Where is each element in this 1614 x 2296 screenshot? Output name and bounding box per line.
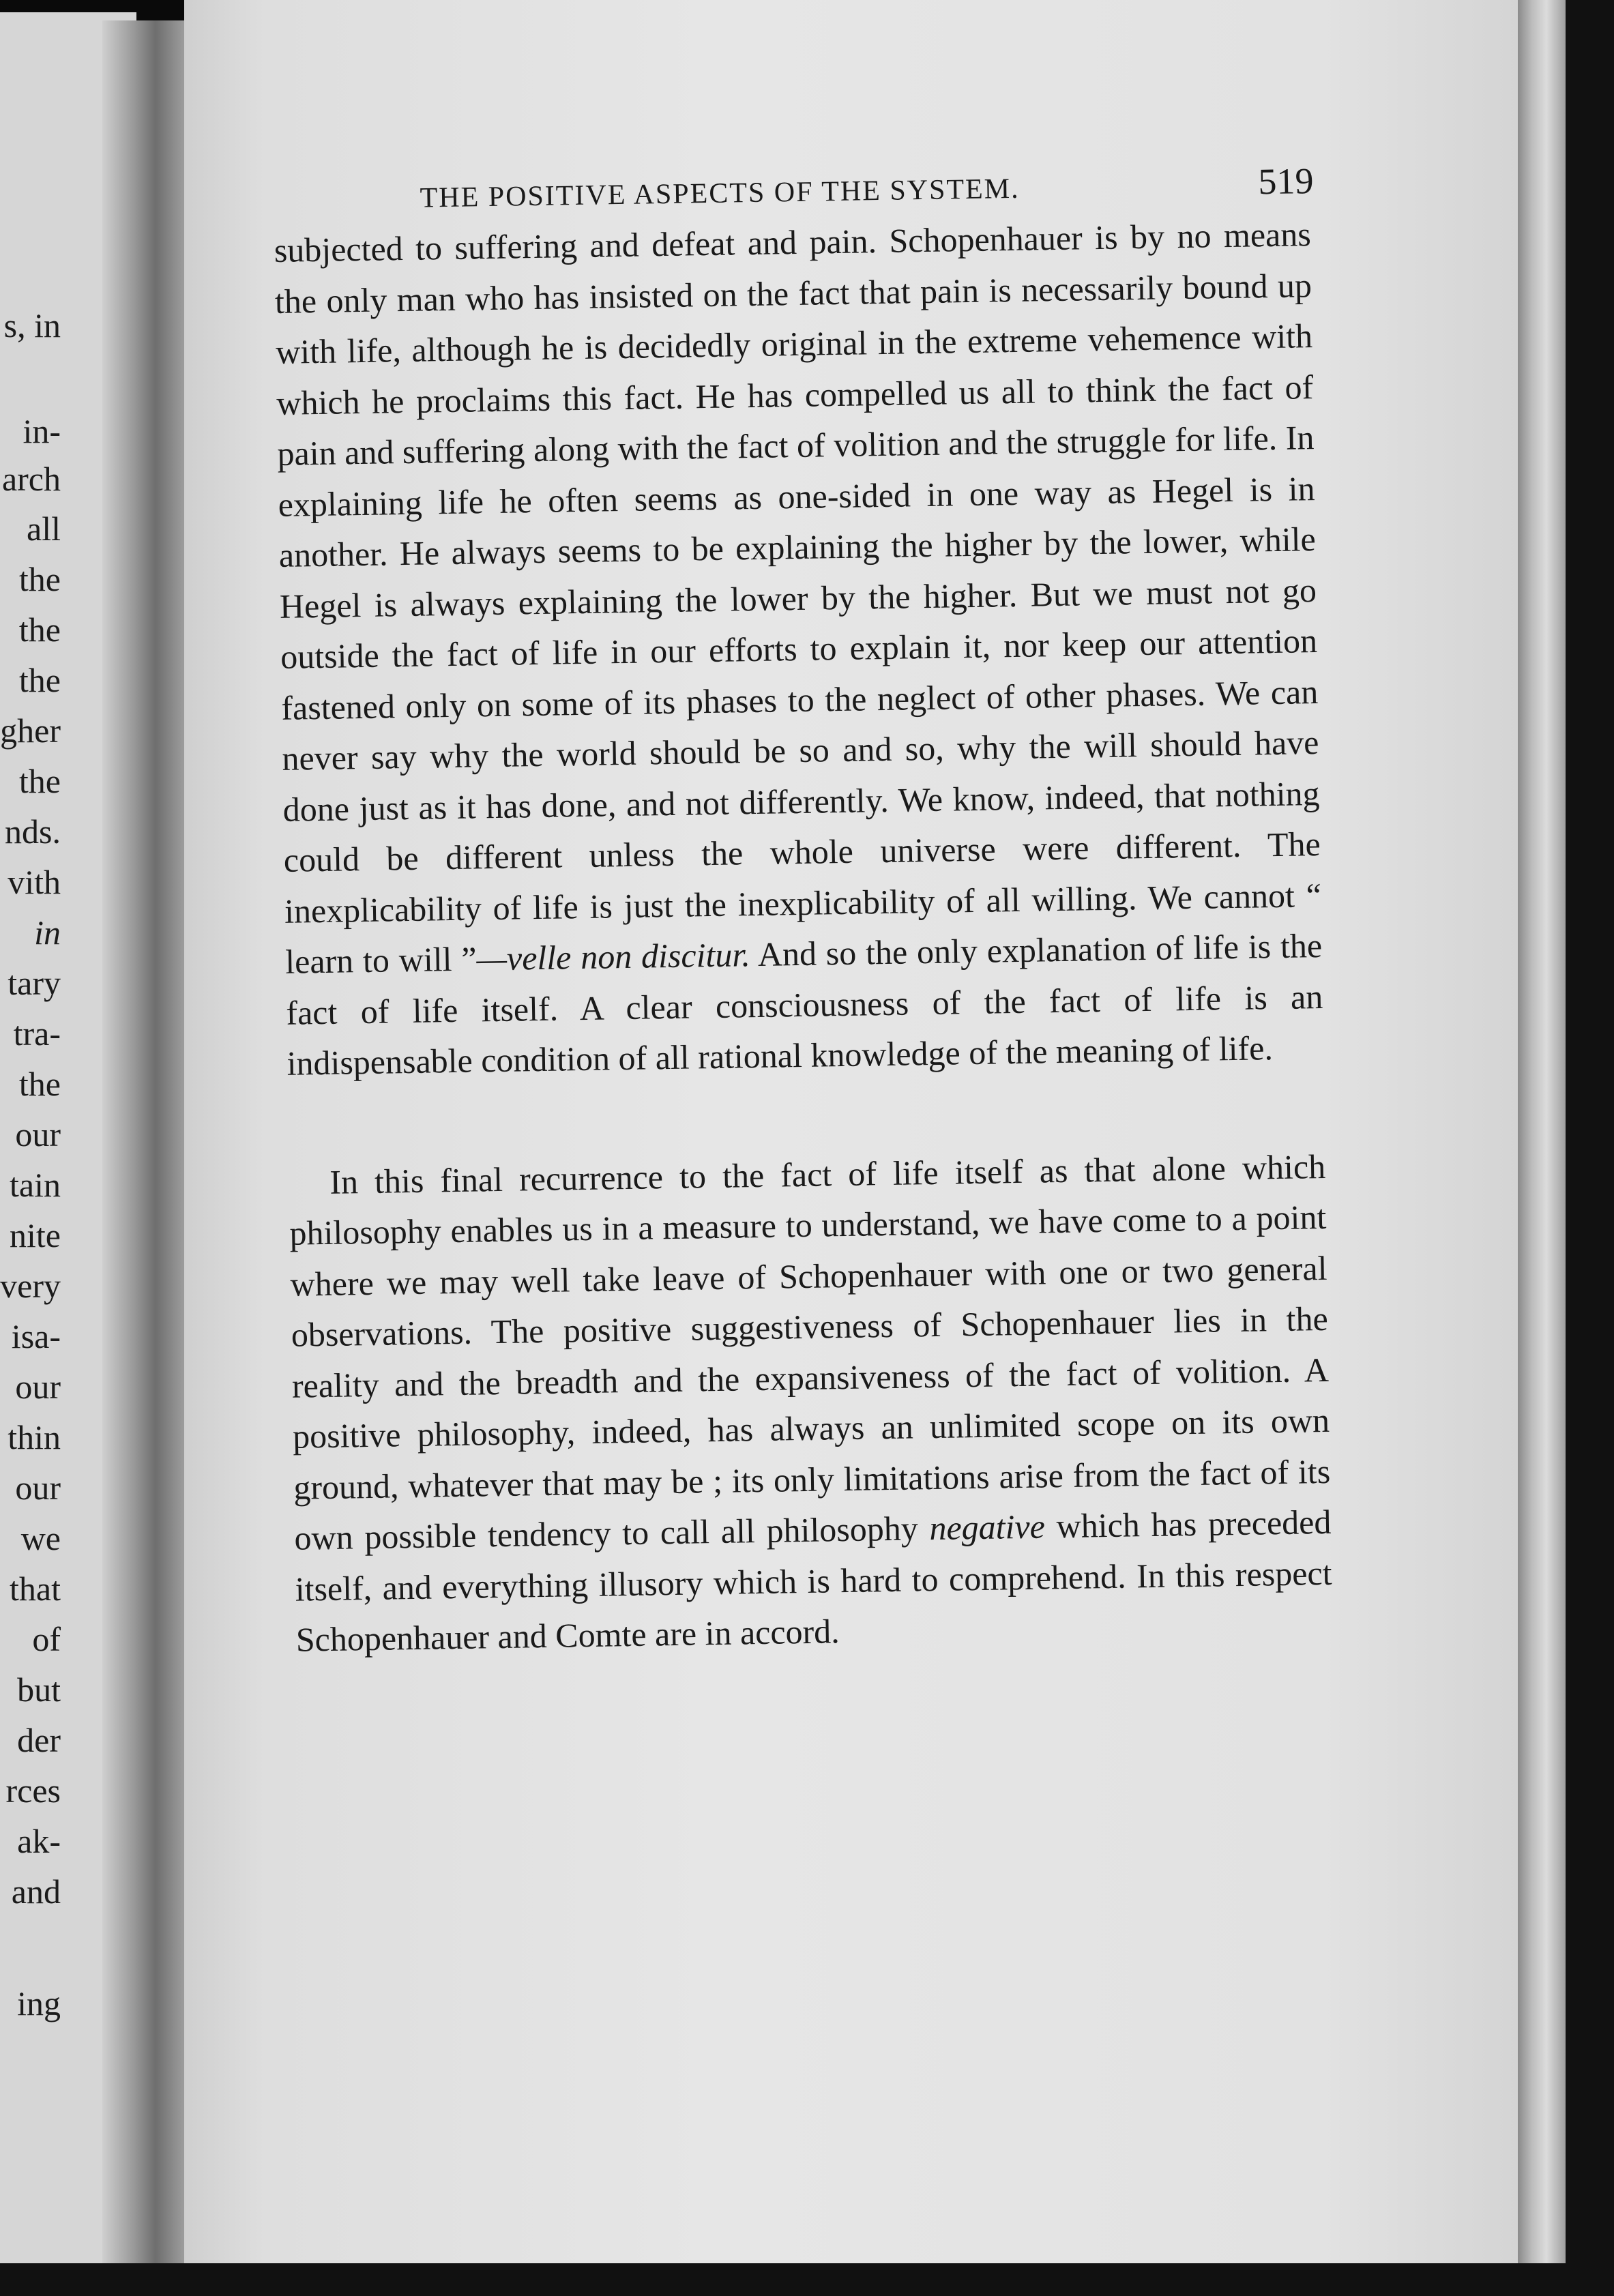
paragraph-1-text: subjected to suffering and defeat and pain. Schopenhauer is by no means the only man who has insisted on the fact that pain is necessarily bound up with life, although he is decidedly original in the extreme vehemence with which he proclaims this fact. He has compelled us all to think the fact of pain and suffering along with the fact of volition and the struggle for life. In explaining life he often seems as one-sided in one way as Hegel is in another. He always seems to be explaining the higher by the lower, while Hegel is always explaining the lower by the higher. But we must not go outside the fact of life in our efforts to explain it, nor keep our attention fastened only on some of its phases to the neglect of other phases. We can never say why the world should be so and so, why the will should have done just as it has done, and not differently. We know, indeed, that nothing could be different unless the whole universe were different. The inexplicability of life is just the inexplicability of all willing. We cannot “ learn to will ” xyxy=(274,215,1322,981)
facing-line: the xyxy=(18,661,61,699)
paragraph-2 xyxy=(289,1140,1334,1665)
emphasized-word: negative xyxy=(929,1507,1046,1548)
facing-line: the xyxy=(18,762,61,800)
facing-line: very xyxy=(0,1267,61,1305)
book-gutter xyxy=(102,20,191,2271)
latin-phrase: —velle non discitur. xyxy=(476,935,751,978)
facing-line: gher xyxy=(0,711,61,750)
facing-line: tra- xyxy=(13,1014,61,1053)
facing-line: ak- xyxy=(17,1822,61,1860)
paragraph-2-text-end: which has preceded itself, and everything illusory which is hard to comprehend. In this respect Schopenhauer and Comte are in accord. xyxy=(295,1502,1332,1659)
facing-line: the xyxy=(18,560,61,598)
facing-line: tary xyxy=(8,964,61,1002)
facing-line: all xyxy=(27,510,61,548)
running-title: THE POSITIVE ASPECTS OF THE SYSTEM. xyxy=(420,173,1020,214)
facing-line: in xyxy=(34,913,61,952)
facing-line: vith xyxy=(8,863,61,901)
facing-line: ing xyxy=(17,1984,61,2022)
facing-line: thin xyxy=(8,1418,61,1456)
page-number: 519 xyxy=(1257,160,1314,203)
facing-line: that xyxy=(10,1570,61,1608)
paragraph-1 xyxy=(274,209,1324,1089)
facing-line: rces xyxy=(5,1771,61,1810)
scan-border-bottom xyxy=(0,2263,1614,2296)
facing-line: the xyxy=(18,1065,61,1103)
facing-line: the xyxy=(18,610,61,649)
paragraph-2-text: In this final recurrence to the fact of life itself as that alone which philosophy enables us in a measure to understand, we have come to a point where we may well take leave of Schopenhauer with one or two general observations. The positive suggestiveness of Schopenhauer lies in the reality and the breadth and the expansiveness of the fact of volition. A positive philosophy, indeed, has always an unlimited scope on its own ground, whatever that may be ; its only limitations arise from the fact of its own possible tendency to call all philosophy xyxy=(289,1147,1331,1557)
page-edges xyxy=(1518,0,1566,2296)
page-content xyxy=(273,154,1333,1665)
facing-line: our xyxy=(15,1469,61,1507)
facing-page-text xyxy=(0,12,65,2263)
facing-line: and xyxy=(11,1872,61,1911)
facing-line: isa- xyxy=(11,1317,61,1355)
facing-line: our xyxy=(15,1368,61,1406)
facing-line: nds. xyxy=(5,812,61,851)
facing-line: arch xyxy=(1,460,61,498)
facing-line: der xyxy=(17,1721,61,1759)
facing-line: we xyxy=(20,1519,61,1557)
paragraph-1-text-end: And so the only explanation of life is the fact of life itself. A clear consciousness of the fact of life is an indispensable condition of all rational knowledge of the meaning of life. xyxy=(285,926,1323,1083)
facing-line: nite xyxy=(10,1216,61,1254)
facing-line: s, in xyxy=(3,306,61,344)
facing-line: of xyxy=(32,1620,61,1658)
facing-line: tain xyxy=(10,1166,61,1204)
facing-line: in- xyxy=(23,412,61,450)
facing-line: but xyxy=(17,1671,61,1709)
facing-line: our xyxy=(15,1115,61,1153)
scan-border-right xyxy=(1566,0,1614,2296)
